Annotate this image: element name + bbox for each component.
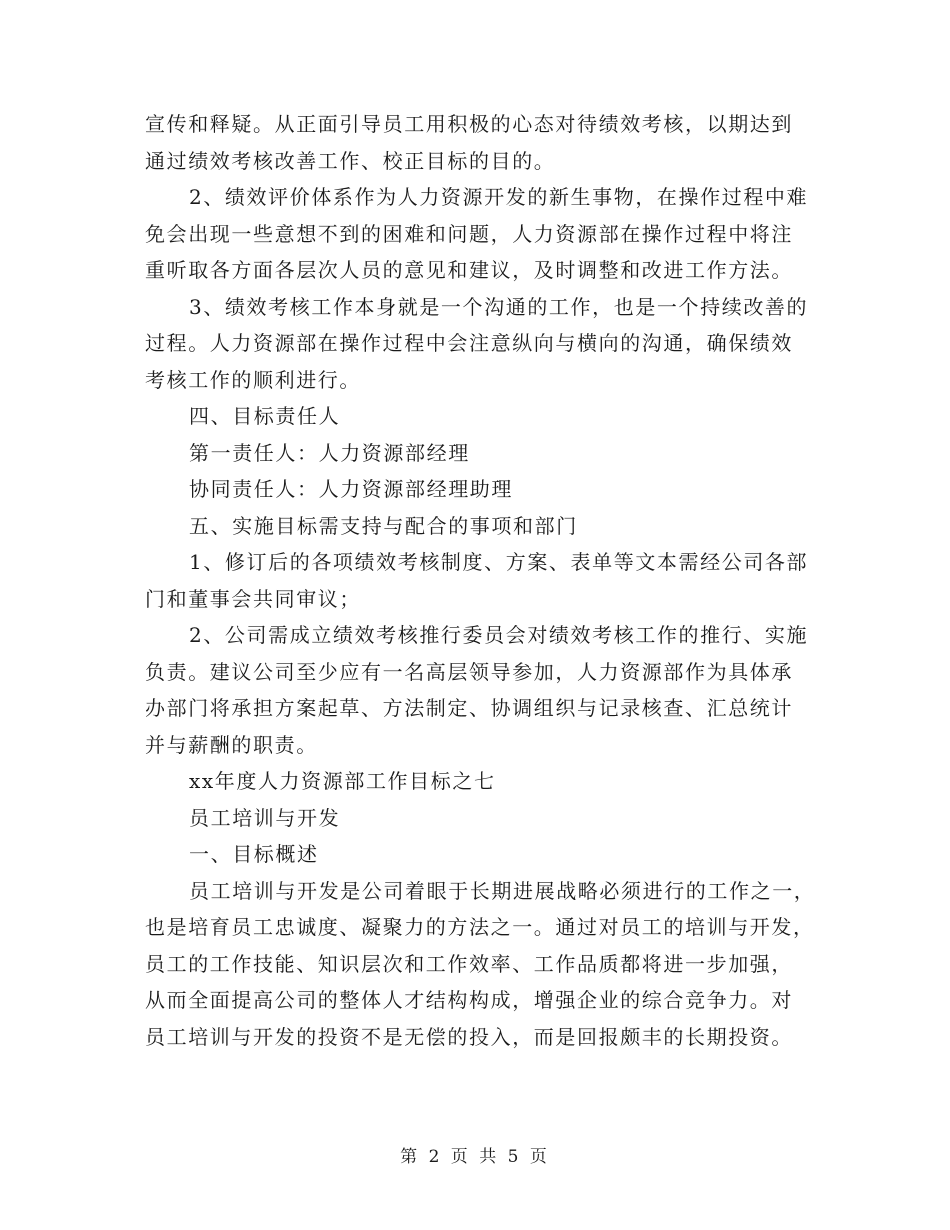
document-body [145, 106, 816, 1055]
page-footer: 第 2 页 共 5 页 [400, 1147, 550, 1167]
text-line: 2、公司需成立绩效考核推行委员会对绩效考核工作的推行、实施 [189, 623, 809, 647]
text-line: 五、实施目标需支持与配合的事项和部门 [189, 513, 578, 538]
text-line: 四、目标责任人 [189, 404, 341, 428]
text-line: 员工培训与开发 [189, 805, 341, 830]
text-line: 员工培训与开发的投资不是无偿的投入，而是回报颇丰的长期投资。 [145, 1024, 793, 1049]
text-line: 1、修订后的各项绩效考核制度、方案、表单等文本需经公司各部 [189, 550, 809, 574]
text-line: 办部门将承担方案起草、方法制定、协调组织与记录核查、汇总统计 [145, 696, 793, 720]
text-line: 也是培育员工忠诚度、凝聚力的方法之一。通过对员工的培训与开发， [145, 915, 815, 939]
text-line: 过程。人力资源部在操作过程中会注意纵向与横向的沟通，确保绩效 [145, 331, 793, 355]
text-line: 协同责任人：人力资源部经理助理 [189, 477, 513, 501]
text-line: 免会出现一些意想不到的困难和问题，人力资源部在操作过程中将注 [145, 221, 793, 246]
text-line: 负责。建议公司至少应有一名高层领导参加，人力资源部作为具体承 [145, 659, 793, 684]
text-line: 员工培训与开发是公司着眼于长期进展战略必须进行的工作之一， [189, 878, 816, 903]
text-line: 2、绩效评价体系作为人力资源开发的新生事物，在操作过程中难 [189, 185, 809, 209]
text-line: 考核工作的顺利进行。 [145, 367, 361, 392]
text-line: 宣传和释疑。从正面引导员工用积极的心态对待绩效考核，以期达到 [145, 112, 793, 136]
text-line: 从而全面提高公司的整体人才结构构成，增强企业的综合竞争力。对 [145, 988, 793, 1012]
text-line: 员工的工作技能、知识层次和工作效率、工作品质都将进一步加强， [145, 951, 793, 976]
text-line: 第一责任人：人力资源部经理 [189, 440, 470, 465]
text-line: 一、目标概述 [189, 842, 319, 866]
text-line: 重听取各方面各层次人员的意见和建议，及时调整和改进工作方法。 [145, 258, 793, 282]
text-line: 通过绩效考核改善工作、校正目标的目的。 [145, 148, 556, 173]
text-line: xx年度人力资源部工作目标之七 [189, 769, 496, 793]
text-line: 3、绩效考核工作本身就是一个沟通的工作，也是一个持续改善的 [189, 294, 809, 319]
text-line: 并与薪酬的职责。 [145, 732, 318, 757]
text-line: 门和董事会共同审议； [145, 586, 361, 611]
